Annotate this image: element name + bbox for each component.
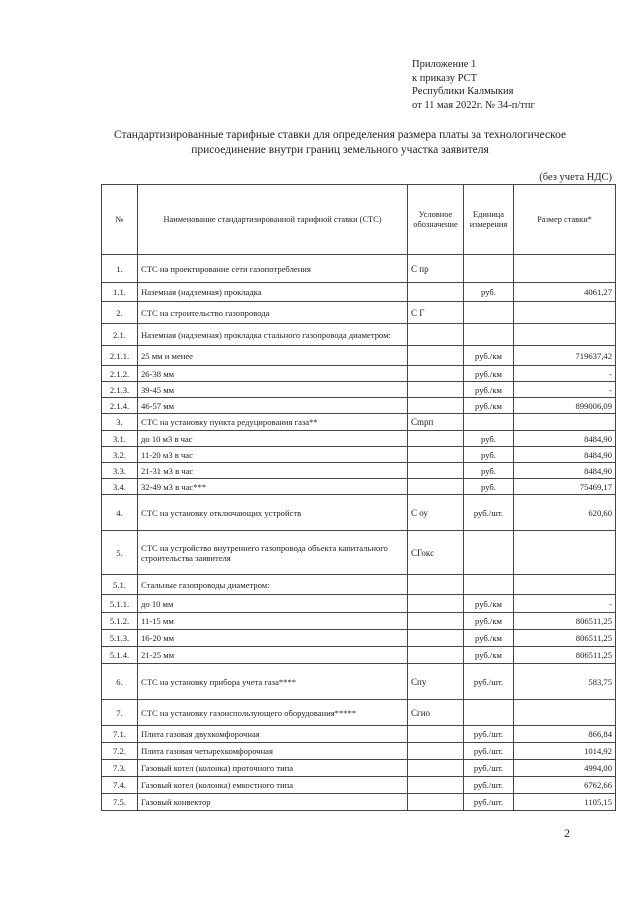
- row-unit: руб./км: [464, 647, 514, 664]
- row-rate: 806511,25: [514, 647, 616, 664]
- row-rate: [514, 324, 616, 346]
- row-rate: -: [514, 382, 616, 398]
- row-symbol: [408, 346, 464, 366]
- row-number: 7.1.: [102, 726, 138, 743]
- row-number: 2.: [102, 302, 138, 324]
- table-row: [102, 495, 616, 531]
- row-symbol: СГокс: [408, 531, 464, 575]
- row-unit: руб./шт.: [464, 743, 514, 760]
- row-name: 46-57 мм: [138, 398, 408, 414]
- row-unit: руб.: [464, 283, 514, 302]
- row-unit: руб./шт.: [464, 664, 514, 700]
- row-rate: 8484,90: [514, 463, 616, 479]
- row-name: Газовый котел (колонка) проточного типа: [138, 760, 408, 777]
- row-number: 1.: [102, 255, 138, 283]
- row-symbol: [408, 324, 464, 346]
- table-row: [102, 760, 616, 777]
- header-rate: Размер ставки*: [514, 185, 616, 255]
- table-row: [102, 479, 616, 495]
- row-rate: 8484,90: [514, 431, 616, 447]
- table-row: [102, 664, 616, 700]
- row-number: 3.: [102, 414, 138, 431]
- row-unit: руб./шт.: [464, 777, 514, 794]
- row-rate: [514, 531, 616, 575]
- row-rate: 719637,42: [514, 346, 616, 366]
- row-name: 39-45 мм: [138, 382, 408, 398]
- row-name: 26-38 мм: [138, 366, 408, 382]
- row-number: 2.1.: [102, 324, 138, 346]
- row-rate: 899006,09: [514, 398, 616, 414]
- header-symbol: Условное обозначение: [408, 185, 464, 255]
- table-row: [102, 630, 616, 647]
- row-unit: руб./км: [464, 346, 514, 366]
- row-rate: [514, 302, 616, 324]
- table-row: [102, 575, 616, 595]
- table-row: [102, 700, 616, 726]
- table-row: [102, 531, 616, 575]
- table-row: [102, 366, 616, 382]
- row-unit: руб./шт.: [464, 495, 514, 531]
- vat-note: (без учета НДС): [539, 172, 612, 183]
- row-number: 2.1.4.: [102, 398, 138, 414]
- row-symbol: С Г: [408, 302, 464, 324]
- row-number: 7.2.: [102, 743, 138, 760]
- table-row: [102, 777, 616, 794]
- row-unit: руб./шт.: [464, 794, 514, 811]
- row-rate: 806511,25: [514, 630, 616, 647]
- row-name: СТС на установку газоиспользующего оборудования*****: [138, 700, 408, 726]
- row-symbol: [408, 613, 464, 630]
- table-row: [102, 613, 616, 630]
- table-row: [102, 463, 616, 479]
- row-name: СТС на установку прибора учета газа****: [138, 664, 408, 700]
- row-number: 7.: [102, 700, 138, 726]
- row-unit: руб.: [464, 447, 514, 463]
- row-symbol: Сгио: [408, 700, 464, 726]
- row-number: 2.1.1.: [102, 346, 138, 366]
- row-name: 25 мм и менее: [138, 346, 408, 366]
- appendix-line: к приказу РСТ: [412, 72, 478, 84]
- row-number: 7.3.: [102, 760, 138, 777]
- title-line-1: Стандартизированные тарифные ставки для определения размера платы за технологическое: [113, 129, 567, 141]
- row-symbol: [408, 777, 464, 794]
- row-unit: руб./км: [464, 630, 514, 647]
- page-number: 2: [564, 826, 570, 840]
- row-number: 2.1.2.: [102, 366, 138, 382]
- header-name: Наименование стандартизированной тарифной ставки (СТС): [138, 185, 408, 255]
- row-symbol: [408, 431, 464, 447]
- row-unit: [464, 575, 514, 595]
- table-row: [102, 794, 616, 811]
- row-symbol: [408, 463, 464, 479]
- table-row: [102, 302, 616, 324]
- row-rate: 1014,92: [514, 743, 616, 760]
- row-symbol: [408, 760, 464, 777]
- row-name: СТС на установку отключающих устройств: [138, 495, 408, 531]
- row-unit: [464, 414, 514, 431]
- row-name: СТС на строительство газопровода: [138, 302, 408, 324]
- row-number: 5.1.2.: [102, 613, 138, 630]
- row-rate: -: [514, 595, 616, 613]
- row-number: 7.5.: [102, 794, 138, 811]
- row-number: 3.3.: [102, 463, 138, 479]
- row-name: 32-49 м3 в час***: [138, 479, 408, 495]
- row-rate: 6762,66: [514, 777, 616, 794]
- row-name: СТС на установку пункта редуцирования газа**: [138, 414, 408, 431]
- row-rate: [514, 700, 616, 726]
- row-unit: руб./км: [464, 366, 514, 382]
- row-unit: [464, 255, 514, 283]
- row-number: 3.1.: [102, 431, 138, 447]
- row-unit: руб./км: [464, 613, 514, 630]
- row-name: 16-20 мм: [138, 630, 408, 647]
- row-name: 11-20 м3 в час: [138, 447, 408, 463]
- row-rate: 1105,15: [514, 794, 616, 811]
- row-name: 11-15 мм: [138, 613, 408, 630]
- row-number: 7.4.: [102, 777, 138, 794]
- row-symbol: [408, 447, 464, 463]
- row-number: 5.1.4.: [102, 647, 138, 664]
- row-name: Наземная (надземная) прокладка: [138, 283, 408, 302]
- row-symbol: [408, 595, 464, 613]
- table-row: [102, 431, 616, 447]
- appendix-line: Республики Калмыкия: [412, 86, 514, 97]
- row-name: Наземная (надземная) прокладка стального газопровода диаметром:: [138, 324, 408, 346]
- row-name: СТС на проектирование сети газопотребления: [138, 255, 408, 283]
- row-rate: 620,60: [514, 495, 616, 531]
- row-unit: руб.: [464, 431, 514, 447]
- row-name: 21-31 м3 в час: [138, 463, 408, 479]
- table-row: [102, 726, 616, 743]
- row-symbol: [408, 283, 464, 302]
- row-name: Газовый котел (колонка) емкостного типа: [138, 777, 408, 794]
- row-symbol: Сmрп: [408, 414, 464, 431]
- row-number: 1.1.: [102, 283, 138, 302]
- table-row: [102, 447, 616, 463]
- row-number: 5.1.: [102, 575, 138, 595]
- row-name: до 10 м3 в час: [138, 431, 408, 447]
- row-rate: [514, 255, 616, 283]
- row-symbol: [408, 794, 464, 811]
- row-rate: [514, 575, 616, 595]
- row-unit: [464, 700, 514, 726]
- row-symbol: Спу: [408, 664, 464, 700]
- row-name: 21-25 мм: [138, 647, 408, 664]
- header-num: №: [102, 185, 138, 255]
- row-unit: [464, 302, 514, 324]
- row-symbol: [408, 647, 464, 664]
- table-row: [102, 647, 616, 664]
- row-symbol: [408, 398, 464, 414]
- row-number: 5.1.1.: [102, 595, 138, 613]
- row-name: Газовый конвектор: [138, 794, 408, 811]
- row-rate: 583,75: [514, 664, 616, 700]
- row-unit: руб.: [464, 479, 514, 495]
- row-name: до 10 мм: [138, 595, 408, 613]
- table-row: [102, 346, 616, 366]
- row-number: 5.: [102, 531, 138, 575]
- appendix-line: Приложение 1: [412, 59, 477, 70]
- row-symbol: [408, 479, 464, 495]
- title-line-2: присоединение внутри границ земельного участка заявителя: [191, 144, 489, 156]
- tariff-table: [101, 184, 616, 811]
- row-rate: -: [514, 366, 616, 382]
- row-unit: руб.: [464, 463, 514, 479]
- appendix-block: [412, 58, 535, 112]
- row-unit: [464, 531, 514, 575]
- table-row: [102, 595, 616, 613]
- row-rate: 75469,17: [514, 479, 616, 495]
- row-number: 3.4.: [102, 479, 138, 495]
- row-symbol: [408, 630, 464, 647]
- row-rate: 4061,27: [514, 283, 616, 302]
- table-row: [102, 283, 616, 302]
- row-rate: [514, 414, 616, 431]
- row-symbol: [408, 726, 464, 743]
- row-number: 6.: [102, 664, 138, 700]
- row-symbol: С оу: [408, 495, 464, 531]
- table-body: [102, 255, 616, 811]
- table-row: [102, 382, 616, 398]
- table-row: [102, 324, 616, 346]
- row-unit: руб./шт.: [464, 760, 514, 777]
- row-unit: руб./км: [464, 398, 514, 414]
- table-row: [102, 255, 616, 283]
- row-rate: 4994,00: [514, 760, 616, 777]
- row-symbol: [408, 743, 464, 760]
- table-row: [102, 743, 616, 760]
- table-header-row: [102, 185, 616, 255]
- row-number: 4.: [102, 495, 138, 531]
- table-row: [102, 414, 616, 431]
- row-symbol: [408, 575, 464, 595]
- row-unit: руб./км: [464, 595, 514, 613]
- row-number: 3.2.: [102, 447, 138, 463]
- row-number: 5.1.3.: [102, 630, 138, 647]
- row-symbol: [408, 382, 464, 398]
- row-name: Плита газовая двухкомфорочная: [138, 726, 408, 743]
- row-unit: руб./шт.: [464, 726, 514, 743]
- row-number: 2.1.3.: [102, 382, 138, 398]
- header-unit: Единица измерения: [464, 185, 514, 255]
- row-rate: 806511,25: [514, 613, 616, 630]
- row-unit: руб./км: [464, 382, 514, 398]
- row-symbol: [408, 366, 464, 382]
- row-name: Стальные газопроводы диаметром:: [138, 575, 408, 595]
- row-unit: [464, 324, 514, 346]
- row-symbol: С пр: [408, 255, 464, 283]
- document-title: [60, 128, 620, 158]
- table-row: [102, 398, 616, 414]
- appendix-line: от 11 мая 2022г. № 34-п/тпг: [412, 99, 535, 111]
- row-rate: 8484,90: [514, 447, 616, 463]
- row-name: СТС на устройство внутреннего газопровода объекта капитального строительства заявителя: [138, 531, 408, 575]
- row-name: Плита газовая четырехкомфорочная: [138, 743, 408, 760]
- row-rate: 866,84: [514, 726, 616, 743]
